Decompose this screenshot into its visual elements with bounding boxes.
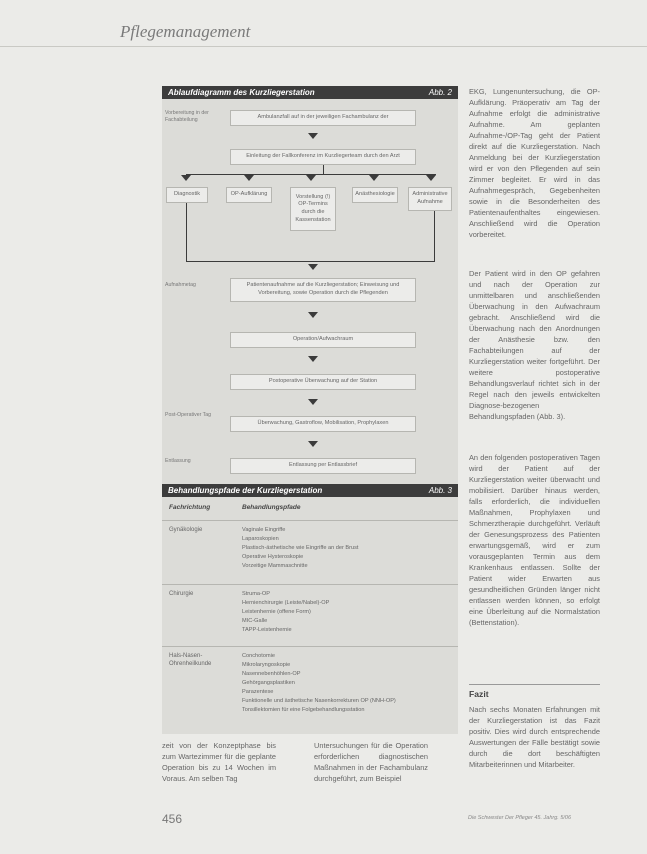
flow-node-mobilisation: Überwachung, Gastroflow, Mobilisation, Prophylaxen bbox=[230, 416, 416, 432]
body-paragraph: Der Patient wird in den OP gefahren und nach der Operation zur unmittelbaren und anschließenden Überwachung in den Aufwachraum gebracht. Anschließend wird die Überwachung nach den Anordnungen der Anästhesie bzw. den Fachabteilungen auf der Kurzliegerstation weiter fortgeführt. Der weitere postoperative Behandlungsverlauf richtet sich in der Regel nach den jeweils entwickelten Diagnose-bezogenen Behandlungspfaden (Abb. 3). bbox=[469, 269, 600, 421]
flow-arrow bbox=[244, 175, 254, 181]
flow-arrow bbox=[308, 399, 318, 405]
table-row bbox=[162, 646, 458, 733]
figure1-caption bbox=[162, 86, 458, 99]
list-item: Nasennebenhöhlen-OP bbox=[242, 670, 301, 677]
body-paragraph: Untersuchungen für die Operation erforderlichen diagnostischen Maßnahmen in der Fachambulanz durchgeführt, zum Beispiel bbox=[314, 741, 428, 783]
body-paragraph: An den folgenden postoperativen Tagen wird der Patient auf der Kurzliegerstation weiter überwacht und mobilisiert. Darüber hinaus werden, falls erforderlich, die individuellen Maßnahmen, Prophylaxen und Schmerztherapie durchgeführt. Verläuft der Genesungsprozess des Patienten erwartungsgemäß, wird er zum vorausgeplanten Termin aus dem Krankenhaus entlassen. Sollte der Patient wider Erwarten aus gesundheitlichen Gründen länger nicht entlassen werden können, so erfolgt eine Überleitung auf die Normalstation (Bettenstation). bbox=[469, 453, 600, 627]
flowchart-figure bbox=[162, 86, 458, 484]
header-rule bbox=[0, 46, 647, 47]
side-label-aufnahmetag: Aufnahmetag bbox=[165, 282, 196, 288]
side-label-postop: Post-Operativer Tag bbox=[165, 412, 212, 418]
flow-node-entlassung: Entlassung per Entlassbrief bbox=[230, 458, 416, 474]
flow-connector bbox=[186, 203, 187, 261]
body-paragraph: zeit von der Konzeptphase bis zum Wartezimmer für die geplante Operation bis zu 14 Wochen im Voraus. Am selben Tag bbox=[162, 741, 276, 783]
list-item: Conchotomie bbox=[242, 653, 275, 659]
list-item: Struma-OP bbox=[242, 591, 270, 597]
list-item: Tonsillektomien für eine Folgebehandlungsstation bbox=[242, 706, 365, 713]
section-heading-fazit: Fazit bbox=[469, 689, 489, 699]
figure1-label: Abb. 2 bbox=[428, 88, 452, 97]
flow-arrow bbox=[308, 264, 318, 270]
list-item: Funktionelle und ästhetische Nasenkorrekturen OP (NNH-OP) bbox=[242, 697, 396, 704]
running-header: Pflegemanagement bbox=[120, 22, 251, 41]
figure1-title: Ablaufdiagramm des Kurzliegerstation bbox=[168, 88, 315, 97]
flow-node-ambulanz: Ambulanzfall auf in der jeweiligen Fachambulanz der bbox=[230, 110, 416, 126]
flow-arrow bbox=[308, 441, 318, 447]
list-item: Gehörgangsplastiken bbox=[242, 679, 295, 686]
row-items bbox=[242, 652, 396, 715]
body-paragraph: EKG, Lungenuntersuchung, die OP-Aufklärung. Präoperativ am Tag der Aufnahme erfolgt die administrative Aufnahme. Am geplanten Aufnahme-/OP-Tag geht der Patient direkt auf die Kurzliegerstation. Nach Anmeldung bei der Kurzliegerstation wird er von den Pflegenden auf sein Zimmer begleitet. Er wird in das Aufnahmegespräch, Gegebenheiten sowie in die Besonderheiten des Patientenaufenthaltes eingewiesen. Anschließend wird die Operation vorbereitet. bbox=[469, 87, 600, 239]
column-header-behandlungspfade: Behandlungspfade bbox=[242, 504, 301, 511]
footer-citation: Die Schwester Der Pfleger 45. Jahrg. 5/06 bbox=[468, 815, 572, 821]
table-row bbox=[162, 520, 458, 585]
flow-arrow bbox=[308, 356, 318, 362]
flow-node-patientenaufnahme: Patientenaufnahme auf die Kurzliegerstation; Einweisung und Vorbereitung, sowie Operation durch die Pflegenden bbox=[230, 278, 416, 302]
list-item: Operative Hysteroskopie bbox=[242, 553, 304, 560]
side-label-vorbereitung: Vorbereitung in der Fachabteilung bbox=[165, 110, 209, 124]
flow-node-op-termin: Vorstellung (!) OP-Termins durch die Kassenstation bbox=[290, 187, 336, 231]
row-category: Gynäkologie bbox=[169, 527, 203, 533]
figure2-title: Behandlungspfade der Kurzliegerstation bbox=[168, 486, 323, 495]
section-rule bbox=[469, 684, 600, 685]
flow-arrow bbox=[306, 175, 316, 181]
row-items bbox=[242, 526, 359, 571]
list-item: Plastisch-ästhetische wie Eingriffe an der Brust bbox=[242, 544, 359, 551]
list-item: Vaginale Eingriffe bbox=[242, 527, 286, 533]
flow-node-postop-ueberwachung: Postoperative Überwachung auf der Station bbox=[230, 374, 416, 390]
flow-connector bbox=[434, 211, 435, 261]
list-item: Mikrolaryngoskopie bbox=[242, 661, 291, 668]
list-item: Vorzeitige Mammaschnitte bbox=[242, 562, 308, 569]
row-category: Chirurgie bbox=[169, 591, 194, 597]
figure2-caption bbox=[162, 484, 458, 497]
table-header bbox=[162, 501, 458, 517]
flow-arrow bbox=[308, 312, 318, 318]
flow-connector bbox=[186, 261, 435, 262]
row-items bbox=[242, 590, 329, 635]
side-label-entlassung: Entlassung bbox=[165, 458, 191, 464]
flow-arrow bbox=[181, 175, 191, 181]
flow-arrow bbox=[369, 175, 379, 181]
list-item: TAPP-Leistenhernie bbox=[242, 626, 292, 633]
flow-arrow bbox=[426, 175, 436, 181]
flow-arrow bbox=[308, 133, 318, 139]
figure2-label: Abb. 3 bbox=[428, 486, 452, 495]
list-item: Leistenhernie (offene Form) bbox=[242, 608, 311, 615]
list-item: Parazentese bbox=[242, 688, 274, 695]
table-row bbox=[162, 584, 458, 647]
flow-node-operation: Operation/Aufwachraum bbox=[230, 332, 416, 348]
body-paragraph: Nach sechs Monaten Erfahrungen mit der Kurzliegerstation ist das Fazit positiv. Dies wird durch entsprechende Auswertungen der Fälle bestätigt sowie durch die dort beschäftigten Mitarbeiterinnen und Mitarbeiter. bbox=[469, 705, 600, 769]
page-number: 456 bbox=[162, 812, 183, 826]
flow-connector bbox=[323, 165, 324, 174]
list-item: Hernienchirurgie (Leiste/Nabel)-OP bbox=[242, 599, 330, 606]
column-header-fachrichtung: Fachrichtung bbox=[169, 504, 211, 511]
treatment-paths-table bbox=[162, 484, 458, 734]
row-category: Hals-Nasen-Ohrenheilkunde bbox=[169, 653, 212, 668]
flow-node-op-aufklaerung: OP-Aufklärung bbox=[226, 187, 272, 203]
flow-node-anaesthesiologie: Anästhesiologie bbox=[352, 187, 398, 203]
flow-node-fallkonferenz: Einleitung der Fallkonferenz im Kurzliegerteam durch den Arzt bbox=[230, 149, 416, 165]
flow-node-diagnostik: Diagnostik bbox=[166, 187, 208, 203]
list-item: Laparoskopien bbox=[242, 535, 279, 542]
list-item: MIC-Galle bbox=[242, 617, 268, 624]
flow-node-admin-aufnahme: Administrative Aufnahme bbox=[408, 187, 452, 211]
